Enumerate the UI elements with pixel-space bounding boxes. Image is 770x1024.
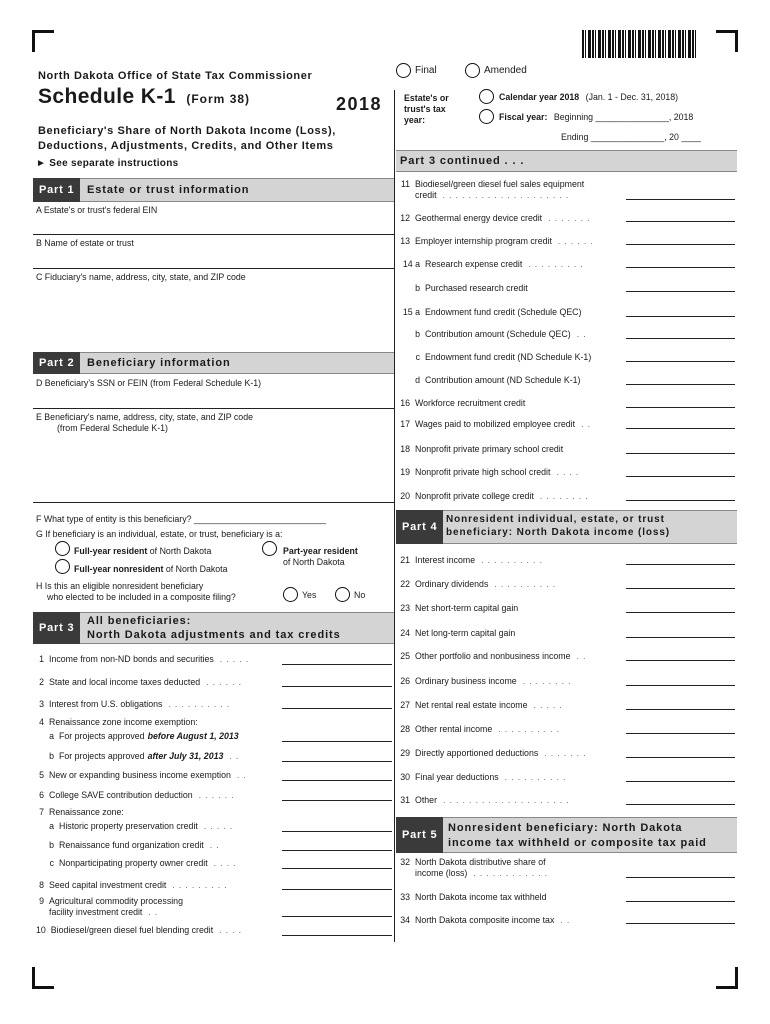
line-number: 25 — [400, 651, 410, 661]
amount-input[interactable] — [626, 804, 735, 805]
line-label — [400, 213, 590, 223]
line-number: 27 — [400, 700, 410, 710]
line-label — [46, 840, 219, 850]
amount-input[interactable] — [626, 877, 735, 878]
leader-dots: . . — [148, 907, 159, 917]
amount-input[interactable] — [626, 923, 735, 924]
composite-no-label: No — [354, 590, 366, 600]
amount-input[interactable] — [282, 831, 392, 832]
line-number: 33 — [400, 892, 410, 902]
part-year-resident-sublabel: of North Dakota — [283, 557, 345, 567]
line-label — [400, 307, 581, 317]
line-number: 4 — [39, 717, 44, 727]
line-text: North Dakota income tax withheld — [415, 892, 547, 902]
line-text: New or expanding business income exemption — [49, 770, 231, 780]
line-number: 13 — [400, 236, 410, 246]
amount-input[interactable] — [626, 338, 735, 339]
line-text: Net long-term capital gain — [415, 628, 516, 638]
line-label — [36, 677, 242, 687]
calendar-year-label: Calendar year 2018 — [499, 92, 580, 102]
line-text: Net rental real estate income — [415, 700, 528, 710]
calendar-year-row — [499, 92, 678, 102]
org-name: North Dakota Office of State Tax Commissioner — [38, 70, 313, 82]
line-text: State and local income taxes deducted — [49, 677, 201, 687]
amount-input[interactable] — [626, 384, 735, 385]
composite-yes-label: Yes — [302, 590, 317, 600]
part3-continued-title: Part 3 continued . . . — [400, 155, 525, 167]
amount-input[interactable] — [282, 800, 392, 801]
leader-dots: . . . . . . . . . . . . . . . . . . . . — [442, 190, 570, 200]
leader-dots: . . . . . . — [557, 236, 594, 246]
part2-title: Beneficiary information — [87, 357, 231, 369]
line-label — [400, 236, 594, 246]
line-number: b — [415, 329, 420, 339]
amount-input[interactable] — [282, 935, 392, 936]
estate-tax-year-label — [404, 93, 449, 126]
column-divider — [394, 90, 395, 942]
composite-no-radio[interactable] — [335, 587, 350, 602]
field-g-label: G If beneficiary is an individual, estate, or trust, beneficiary is a: — [36, 529, 283, 539]
amount-input[interactable] — [626, 316, 735, 317]
line-text: Nonprofit private high school credit — [415, 467, 551, 477]
line-label — [400, 676, 571, 686]
line-text: Other — [415, 795, 438, 805]
amount-input[interactable] — [626, 291, 735, 292]
line-number: 18 — [400, 444, 410, 454]
line-text: Nonparticipating property owner credit — [59, 858, 208, 868]
part4-tag: Part 4 — [396, 510, 443, 544]
line-number: 16 — [400, 398, 410, 408]
leader-dots: . . . . . . . . — [522, 676, 572, 686]
line-number: a — [49, 821, 54, 831]
line-text: Endowment fund credit (ND Schedule K-1) — [425, 352, 592, 362]
line-label — [46, 731, 239, 741]
line-text: Biodiesel/green diesel fuel blending credit — [50, 925, 214, 935]
line-label — [36, 880, 228, 890]
amount-input[interactable] — [626, 244, 735, 245]
full-year-resident-bold: Full-year resident — [74, 546, 148, 556]
line-emphasis: before August 1, 2013 — [147, 731, 239, 741]
full-year-resident-label — [74, 546, 211, 556]
line-text: Other portfolio and nonbusiness income — [415, 651, 571, 661]
leader-dots: . . — [236, 770, 247, 780]
line-number: 31 — [400, 795, 410, 805]
leader-dots: . . . . . . . . . . — [504, 772, 567, 782]
part3-title-1: All beneficiaries: — [87, 615, 192, 627]
line-text: Nonprofit private college credit — [415, 491, 534, 501]
field-e-input[interactable] — [33, 502, 394, 503]
amount-input[interactable] — [626, 453, 735, 454]
field-d-label: D Beneficiary's SSN or FEIN (from Federal Schedule K-1) — [36, 378, 262, 388]
field-d-input[interactable] — [33, 408, 394, 409]
line-text: Ordinary dividends — [415, 579, 489, 589]
part5-title-2: income tax withheld or composite tax paid — [448, 837, 707, 849]
amount-input[interactable] — [282, 664, 392, 665]
leader-dots: . . — [576, 651, 587, 661]
line-label — [400, 190, 569, 200]
line-text: For projects approved — [59, 731, 145, 741]
line-text: Agricultural commodity processing — [49, 896, 183, 906]
composite-yes-radio[interactable] — [283, 587, 298, 602]
form-title-row — [38, 85, 250, 109]
part5-title-1: Nonresident beneficiary: North Dakota — [448, 822, 683, 834]
line-label — [400, 329, 586, 339]
amount-input[interactable] — [626, 901, 735, 902]
leader-dots: . . . . . . . . . . — [494, 579, 556, 589]
line-text: Wages paid to mobilized employee credit — [415, 419, 576, 429]
leader-dots: . . . . . — [203, 821, 234, 831]
crop-mark-bottom-left — [32, 967, 54, 989]
line-label — [400, 628, 515, 638]
line-number: 14 a — [402, 259, 420, 269]
leader-dots: . . . . . . . — [548, 213, 591, 223]
leader-dots: . . — [581, 419, 591, 429]
line-text: Workforce recruitment credit — [415, 398, 526, 408]
amount-input[interactable] — [626, 428, 735, 429]
line-text: For projects approved — [59, 751, 145, 761]
amount-input[interactable] — [626, 267, 735, 268]
amount-input[interactable] — [626, 733, 735, 734]
amount-input[interactable] — [626, 500, 735, 501]
leader-dots: . . . . . . . . . . . . . . . . . . . . — [443, 795, 570, 805]
leader-dots: . . — [576, 329, 587, 339]
line-label — [400, 700, 563, 710]
estate-label-line-1: Estate's or — [404, 93, 449, 103]
line-number: 9 — [39, 896, 44, 906]
line-number: 24 — [400, 628, 410, 638]
amended-radio[interactable] — [465, 63, 480, 78]
leader-dots: . . . . . . . . — [539, 491, 589, 501]
line-text: Nonprofit private primary school credit — [415, 444, 564, 454]
line-number: 3 — [39, 699, 44, 709]
line-label — [400, 467, 579, 477]
full-year-nonresident-rest: of North Dakota — [163, 564, 228, 574]
final-radio[interactable] — [396, 63, 411, 78]
field-b-input[interactable] — [33, 268, 394, 269]
leader-dots: . . . . . . . . . . — [168, 699, 231, 709]
line-number: 2 — [39, 677, 44, 687]
part3-tag: Part 3 — [33, 612, 80, 644]
field-h-sublabel: who elected to be included in a composite filing? — [47, 592, 236, 602]
part3-title-2: North Dakota adjustments and tax credits — [87, 629, 341, 641]
leader-dots: . . . . . . . . . — [528, 259, 584, 269]
crop-mark-top-right — [716, 30, 738, 52]
line-number: 28 — [400, 724, 410, 734]
line-number: 20 — [400, 491, 410, 501]
line-text: Seed capital investment credit — [49, 880, 167, 890]
line-label — [400, 179, 584, 189]
amount-input[interactable] — [626, 407, 735, 408]
leader-dots: . . . . — [219, 925, 242, 935]
leader-dots: . . — [209, 840, 220, 850]
leader-dots: . . — [560, 915, 571, 925]
line-label — [400, 259, 583, 269]
calendar-year-radio[interactable] — [479, 89, 494, 104]
field-h-label: H Is this an eligible nonresident beneficiary — [36, 581, 204, 591]
line-number: c — [49, 858, 54, 868]
line-text: Ordinary business income — [415, 676, 517, 686]
amount-input[interactable] — [626, 221, 735, 222]
line-text: Endowment fund credit (Schedule QEC) — [425, 307, 582, 317]
line-text: Renaissance fund organization credit — [59, 840, 204, 850]
line-text: Geothermal energy device credit — [415, 213, 543, 223]
line-number: 11 — [400, 179, 410, 189]
line-label — [400, 868, 548, 878]
part5-tag: Part 5 — [396, 817, 443, 853]
line-text: credit — [415, 190, 437, 200]
line-number: 19 — [400, 467, 410, 477]
line-text: facility investment credit — [49, 907, 143, 917]
estate-label-line-3: year: — [404, 115, 426, 125]
line-label — [400, 748, 586, 758]
line-text: income (loss) — [415, 868, 468, 878]
line-text: Interest income — [415, 555, 476, 565]
field-a-label: A Estate's or trust's federal EIN — [36, 205, 158, 215]
amount-input[interactable] — [282, 916, 392, 917]
field-e-sublabel: (from Federal Schedule K-1) — [57, 423, 168, 433]
line-label — [400, 352, 591, 362]
line-number: c — [415, 352, 420, 362]
line-label — [400, 375, 581, 385]
line-text: Income from non-ND bonds and securities — [49, 654, 214, 664]
line-label — [400, 915, 570, 925]
line-label — [400, 857, 546, 867]
amount-input[interactable] — [626, 637, 735, 638]
leader-dots: . . . . . . . . . . . . — [473, 868, 548, 878]
full-year-nonresident-label — [74, 564, 228, 574]
leader-dots: . . . . . — [219, 654, 249, 664]
leader-dots: . . . . . . . . . . — [481, 555, 543, 565]
amount-input[interactable] — [626, 361, 735, 362]
line-text: North Dakota composite income tax — [415, 915, 555, 925]
line-text: Renaissance zone: — [49, 807, 124, 817]
part-year-resident-radio[interactable] — [262, 541, 277, 556]
line-label — [36, 790, 234, 800]
line-text: Contribution amount (Schedule QEC) — [425, 329, 571, 339]
amount-input[interactable] — [626, 476, 735, 477]
full-year-nonresident-bold: Full-year nonresident — [74, 564, 164, 574]
leader-dots: . . . . . . . . . . — [498, 724, 560, 734]
line-number: 17 — [400, 419, 410, 429]
line-number: 22 — [400, 579, 410, 589]
fiscal-year-label: Fiscal year: — [499, 112, 548, 122]
line-text: Research expense credit — [425, 259, 523, 269]
amount-input[interactable] — [282, 780, 392, 781]
line-text: Contribution amount (ND Schedule K-1) — [425, 375, 581, 385]
line-label — [36, 907, 158, 917]
line-label — [400, 795, 570, 805]
barcode — [582, 30, 696, 58]
line-label — [36, 896, 183, 906]
line-label — [36, 925, 242, 935]
part4-title-1: Nonresident individual, estate, or trust — [446, 514, 665, 525]
line-number: 30 — [400, 772, 410, 782]
line-label — [46, 858, 236, 868]
amount-input[interactable] — [626, 588, 735, 589]
amended-label: Amended — [484, 65, 527, 76]
part1-tag: Part 1 — [33, 178, 80, 202]
calendar-year-range: (Jan. 1 - Dec. 31, 2018) — [585, 92, 679, 102]
line-number: b — [49, 840, 54, 850]
line-label — [36, 654, 249, 664]
part4-title-2: beneficiary: North Dakota income (loss) — [446, 527, 671, 538]
line-text: Historic property preservation credit — [59, 821, 198, 831]
part1-title: Estate or trust information — [87, 184, 250, 196]
line-label — [400, 283, 528, 293]
crop-mark-top-left — [32, 30, 54, 52]
line-number: b — [415, 283, 420, 293]
line-label — [46, 821, 233, 831]
field-e-label: E Beneficiary's name, address, city, state, and ZIP code — [36, 412, 253, 422]
full-year-resident-radio[interactable] — [55, 541, 70, 556]
line-text: Interest from U.S. obligations — [49, 699, 163, 709]
amount-input[interactable] — [282, 889, 392, 890]
amount-input[interactable] — [626, 612, 735, 613]
full-year-resident-rest: of North Dakota — [147, 546, 212, 556]
form-number: (Form 38) — [186, 92, 251, 106]
full-year-nonresident-radio[interactable] — [55, 559, 70, 574]
amount-input[interactable] — [626, 199, 735, 200]
line-number: 10 — [36, 925, 46, 935]
line-text: Final year deductions — [415, 772, 499, 782]
part2-tag: Part 2 — [33, 352, 80, 374]
line-text: Directly apportioned deductions — [415, 748, 539, 758]
line-text: Purchased research credit — [425, 283, 528, 293]
line-number: 32 — [400, 857, 410, 867]
line-text: Employer internship program credit — [415, 236, 552, 246]
field-a-input[interactable] — [33, 234, 394, 235]
line-label — [36, 717, 198, 727]
see-instructions: ► See separate instructions — [36, 158, 179, 169]
line-number: 23 — [400, 603, 410, 613]
line-number: 29 — [400, 748, 410, 758]
amount-input[interactable] — [626, 757, 735, 758]
estate-label-line-2: trust's tax — [404, 104, 446, 114]
line-label — [400, 579, 556, 589]
line-label — [400, 772, 566, 782]
line-label — [400, 651, 586, 661]
leader-dots: . . . . . . . . . — [172, 880, 228, 890]
line-label — [400, 419, 591, 429]
leader-dots: . . — [229, 751, 240, 761]
line-label — [36, 770, 247, 780]
leader-dots: . . . . — [556, 467, 580, 477]
line-label — [400, 444, 563, 454]
crop-mark-bottom-right — [716, 967, 738, 989]
fiscal-year-radio[interactable] — [479, 109, 494, 124]
amount-input[interactable] — [282, 686, 392, 687]
fiscal-ending[interactable]: Ending _______________, 20 ____ — [561, 132, 701, 142]
form-title: Schedule K-1 — [38, 85, 176, 108]
line-number: 12 — [400, 213, 410, 223]
line-label — [36, 699, 230, 709]
line-label — [400, 603, 518, 613]
amount-input[interactable] — [282, 761, 392, 762]
line-text: Biodiesel/green diesel fuel sales equipment — [415, 179, 585, 189]
amount-input[interactable] — [626, 709, 735, 710]
tax-year: 2018 — [336, 94, 383, 114]
amount-input[interactable] — [282, 868, 392, 869]
line-label — [400, 892, 547, 902]
amount-input[interactable] — [626, 660, 735, 661]
field-f-label[interactable]: F What type of entity is this beneficiary? ___________________________ — [36, 514, 327, 524]
fiscal-beginning[interactable]: Beginning _______________, 2018 — [553, 112, 694, 122]
line-number: 6 — [39, 790, 44, 800]
amount-input[interactable] — [282, 850, 392, 851]
line-text: North Dakota distributive share of — [415, 857, 546, 867]
line-number: 26 — [400, 676, 410, 686]
field-c-label: C Fiduciary's name, address, city, state, and ZIP code — [36, 272, 246, 282]
line-number: 1 — [39, 654, 44, 664]
line-number: 8 — [39, 880, 44, 890]
amount-input[interactable] — [626, 781, 735, 782]
line-label — [400, 724, 560, 734]
line-text: Net short-term capital gain — [415, 603, 519, 613]
fiscal-year-row — [499, 112, 693, 122]
leader-dots: . . . . — [213, 858, 237, 868]
leader-dots: . . . . . — [533, 700, 563, 710]
line-number: d — [415, 375, 420, 385]
line-number: b — [49, 751, 54, 761]
part-year-resident-label: Part-year resident — [283, 546, 358, 556]
leader-dots: . . . . . . — [198, 790, 235, 800]
amount-input[interactable] — [626, 685, 735, 686]
subtitle-line-1: Beneficiary's Share of North Dakota Income (Loss), — [38, 125, 336, 137]
field-b-label: B Name of estate or trust — [36, 238, 134, 248]
final-label: Final — [415, 65, 437, 76]
line-number: 5 — [39, 770, 44, 780]
line-number: 7 — [39, 807, 44, 817]
line-number: 21 — [400, 555, 410, 565]
leader-dots: . . . . . . . — [544, 748, 587, 758]
line-text: Renaissance zone income exemption: — [49, 717, 198, 727]
line-label — [400, 491, 589, 501]
subtitle-line-2: Deductions, Adjustments, Credits, and Other Items — [38, 140, 334, 152]
amount-input[interactable] — [626, 564, 735, 565]
leader-dots: . . . . . . — [206, 677, 242, 687]
line-label — [36, 807, 124, 817]
amount-input[interactable] — [282, 708, 392, 709]
line-number: 34 — [400, 915, 410, 925]
line-text: Other rental income — [415, 724, 493, 734]
line-label — [400, 398, 525, 408]
line-number: 15 a — [402, 307, 420, 317]
amount-input[interactable] — [282, 741, 392, 742]
line-label — [400, 555, 543, 565]
line-label — [46, 751, 239, 761]
line-emphasis: after July 31, 2013 — [147, 751, 224, 761]
line-number: a — [49, 731, 54, 741]
line-text: College SAVE contribution deduction — [49, 790, 193, 800]
